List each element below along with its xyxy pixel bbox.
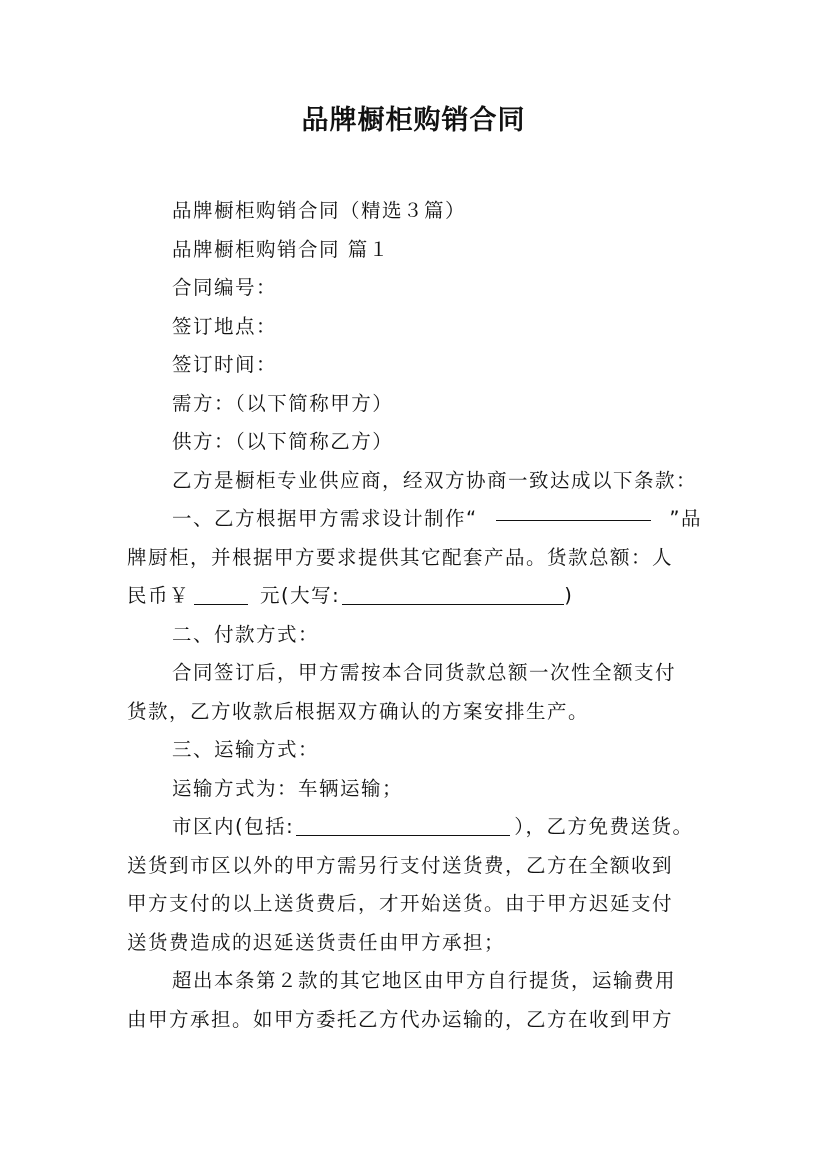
payment-text-line1: 合同签订后，甲方需按本合同货款总额一次性全额支付	[172, 661, 677, 684]
urban-delivery-text-line2: 送货到市区以外的甲方需另行支付送货费，乙方在全额收到	[127, 853, 674, 877]
clause-1-text-line2: 牌厨柜，并根据甲方要求提供其它配套产品。货款总额：人	[127, 545, 674, 569]
amount-blank	[194, 584, 248, 605]
paragraph-clause-1-line-1	[127, 500, 702, 539]
urban-delivery-text-a: 市区内(包括:	[172, 815, 295, 838]
document-title: 品牌橱柜购销合同	[301, 105, 526, 136]
paragraph-payment-heading: 二、付款方式：	[172, 622, 320, 646]
paragraph-transport-method: 运输方式为：车辆运输；	[172, 776, 404, 800]
paragraph-payment-line-2: 货款，乙方收款后根据双方确认的方案安排生产。	[127, 699, 590, 723]
paragraph-other-area-line-1	[127, 962, 702, 1001]
clause-1-text-b: ”品	[669, 507, 702, 530]
paragraph-section-heading: 品牌橱柜购销合同 篇１	[172, 237, 390, 261]
document-body	[127, 192, 702, 1039]
paragraph-supplier: 供方：（以下简称乙方）	[172, 430, 394, 453]
paragraph-buyer: 需方：（以下简称甲方）	[172, 391, 394, 415]
paragraph-clause-1-line-2	[127, 539, 702, 578]
design-product-blank	[496, 500, 651, 521]
clause-1-text-d: 元(大写:	[260, 584, 341, 607]
paragraph-payment-line-1	[127, 654, 702, 693]
paragraph-clause-1-line-3	[127, 577, 702, 616]
paragraph-urban-delivery-line-4: 送货费造成的迟延送货责任由甲方承担；	[127, 930, 506, 954]
paragraph-signing-time: 签订时间：	[172, 353, 278, 376]
paragraph-signing-place: 签订地点：	[172, 314, 278, 338]
other-area-text-line1: 超出本条第２款的其它地区由甲方自行提货，运输费用	[172, 969, 677, 992]
paragraph-intro: 乙方是橱柜专业供应商，经双方协商一致达成以下条款：	[172, 468, 698, 492]
urban-delivery-text-line3: 甲方支付的以上送货费后，才开始送货。由于甲方迟延支付	[127, 892, 674, 915]
paragraph-subtitle: 品牌橱柜购销合同（精选３篇）	[172, 199, 467, 222]
paragraph-urban-delivery-line-3	[127, 885, 702, 924]
clause-1-text-a: 一、乙方根据甲方需求设计制作“	[172, 507, 478, 530]
amount-in-words-blank	[342, 584, 564, 605]
paragraph-other-area-line-2	[127, 1001, 702, 1040]
paragraph-transport-heading: 三、运输方式：	[172, 738, 320, 761]
clause-1-text-e: )	[564, 584, 574, 607]
paragraph-urban-delivery-line-1	[127, 808, 702, 847]
clause-1-text-c: 民币￥	[127, 584, 191, 607]
other-area-text-line2: 由甲方承担。如甲方委托乙方代办运输的，乙方在收到甲方	[127, 1007, 674, 1031]
paragraph-urban-delivery-line-2	[127, 847, 702, 886]
urban-delivery-text-b: ），乙方免费送货。	[514, 815, 694, 838]
paragraph-contract-number: 合同编号：	[172, 276, 278, 299]
urban-area-blank	[296, 815, 510, 836]
